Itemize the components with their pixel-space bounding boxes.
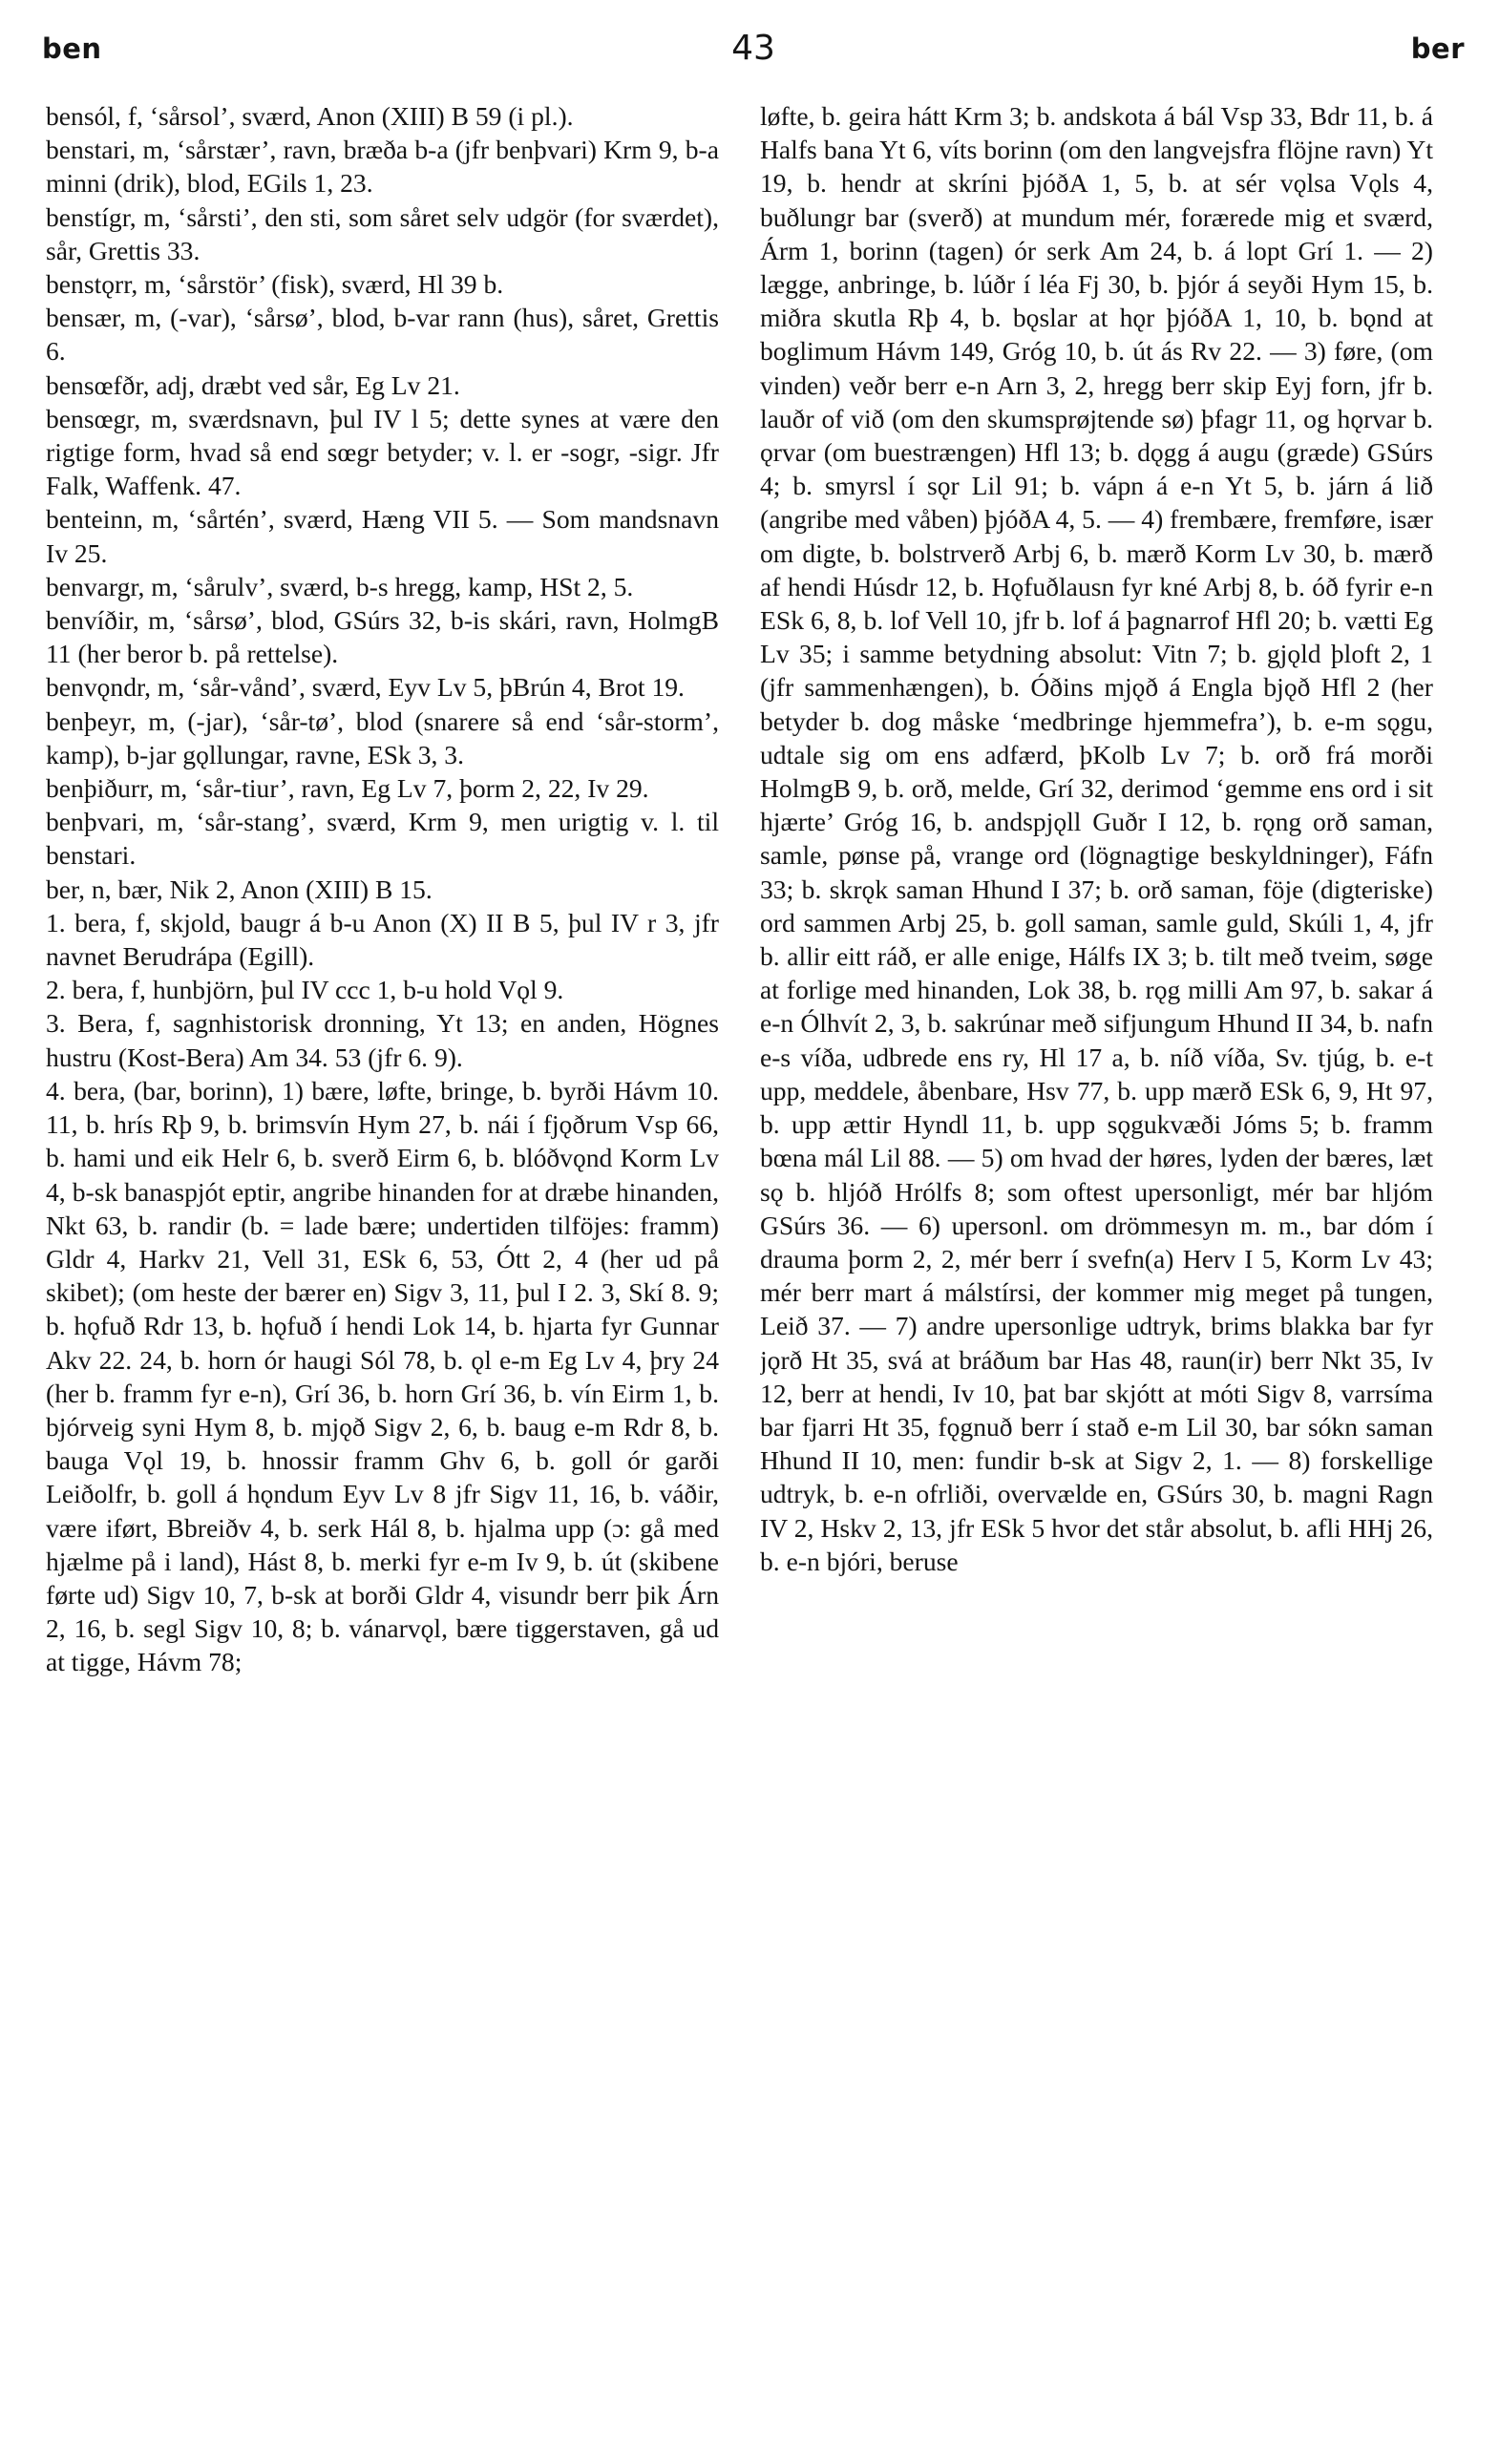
dictionary-entry: benvargr, m, ‘sårulv’, sværd, b-s hregg, kamp, HSt 2, 5. — [46, 571, 634, 601]
dictionary-entry: benþiðurr, m, ‘sår-tiur’, ravn, Eg Lv 7, þorm 2, 22, Iv 29. — [46, 773, 649, 804]
dictionary-entry: benstígr, m, ‘sårsti’, den sti, som såret selv udgör (for sværdet), sår, Grettis 33. — [46, 201, 719, 265]
left-column — [46, 99, 719, 2438]
dictionary-entry: 1. bera, f, skjold, baugr á b-u Anon (X) II B 5, þul IV r 3, jfr navnet Berudrápa (Egill). — [46, 907, 719, 972]
dictionary-entry: bensœfðr, adj, dræbt ved sår, Eg Lv 21. — [46, 369, 460, 400]
running-head — [42, 29, 1465, 86]
dictionary-entry: benþeyr, m, (-jar), ‘sår-tø’, blod (snarere så end ‘sår-storm’, kamp), b-jar gǫllungar, ravne, ESk 3, 3. — [46, 706, 719, 769]
dictionary-entry: benvǫndr, m, ‘sår-vånd’, sværd, Eyv Lv 5, þBrún 4, Brot 19. — [46, 672, 685, 703]
dictionary-entry: 2. bera, f, hunbjörn, þul IV ccc 1, b-u hold Vǫl 9. — [46, 975, 564, 1005]
dictionary-entry: 4. bera, (bar, borinn), 1) bære, løfte, bringe, b. byrði Hávm 10. 11, b. hrís Rþ 9, b. brimsvín Hym 27, b. nái í fjǫðrum Vsp 66, b. hami und eik Helr 6, b. sverð Eirm 6, b. blóðvǫnd Korm Lv 4, b-sk banaspjót eptir, angribe hinanden for at dræbe hinanden, Nkt 63, b. randir (b. = lade bære; undertiden tilföjes: framm) Gldr 4, Harkv 21, Vell 31, ESk 6, 53, Ótt 2, 4 (her ud på skibet); (om heste der bærer en) Sigv 3, 11, þul I 2. 3, Skí 8. 9; b. hǫfuð Rdr 13, b. hǫfuð í hendi Lok 14, b. hjarta fyr Gunnar Akv 22. 24, b. horn ór haugi Sól 78, b. ǫl e-m Eg Lv 4, þry 24 (her b. framm fyr e-n), Grí 36, b. horn Grí 36, b. vín Eirm 1, b. bjórveig syni Hym 8, b. mjǫð Sigv 2, 6, b. baug e-m Rdr 8, b. bauga Vǫl 19, b. hnossir framm Ghv 6, b. goll ór garði Leiðolfr, b. goll á hǫndum Eyv Lv 8 jfr Sigv 11, 16, b. váðir, være iført, Bbreiðv 4, b. serk Hál 8, b. hjalma upp (ɔ: gå med hjælme på i land), Hást 8, b. merki fyr e-m Iv 9, b. út (skibene førte ud) Sigv 10, 7, b-sk at borði Gldr 4, visundr berr þik Árn 2, 16, b. segl Sigv 10, 8; b. vánarvǫl, bære tiggerstaven, gå ud at tigge, Hávm 78; — [46, 1075, 719, 1677]
dictionary-entry: benstari, m, ‘sårstær’, ravn, bræða b-a (jfr benþvari) Krm 9, b-a minni (drik), blod, EGils 1, 23. — [46, 135, 719, 199]
dictionary-entry: ber, n, bær, Nik 2, Anon (XIII) B 15. — [46, 874, 433, 904]
dictionary-entry: bensœgr, m, sværdsnavn, þul IV l 5; dette synes at være den rigtige form, hvad så end sœgr betyder; v. l. er -sogr, -sigr. Jfr Falk, Waffenk. 47. — [46, 403, 719, 501]
dictionary-entry: benvíðir, m, ‘sårsø’, blod, GSúrs 32, b-is skári, ravn, HolmgB 11 (her beror b. på rettelse). — [46, 605, 719, 669]
dictionary-entry: bensær, m, (-var), ‘sårsø’, blod, b-var rann (hus), såret, Grettis 6. — [46, 303, 719, 367]
right-column — [760, 99, 1433, 2438]
dictionary-entry: 3. Bera, f, sagnhistorisk dronning, Yt 13; en anden, Högnes hustru (Kost-Bera) Am 34. 53 (jfr 6. 9). — [46, 1008, 719, 1072]
right-guideword: ber — [1410, 32, 1465, 65]
dictionary-entry: benþvari, m, ‘sår-stang’, sværd, Krm 9, men urigtig v. l. til benstari. — [46, 807, 719, 871]
left-guideword: ben — [42, 32, 102, 65]
dictionary-entry: bensól, f, ‘sårsol’, sværd, Anon (XIII) B 59 (i pl.). — [46, 101, 574, 131]
dictionary-entry: benstǫrr, m, ‘sårstör’ (fisk), sværd, Hl 39 b. — [46, 269, 504, 300]
dictionary-entry-continuation: løfte, b. geira hátt Krm 3; b. andskota á bál Vsp 33, Bdr 11, b. á Halfs bana Yt 6, víts borinn (om den langvejsfra flöjne ravn) Yt 19, b. hendr at skríni þjóðA 1, 5, b. at sér vǫlsa Vǫls 4, buðlungr bar (sverð) at mundum mér, forærede mig et sværd, Árm 1, borinn (tagen) ór serk Am 24, b. á lopt Grí 1. — 2) lægge, anbringe, b. lúðr í léa Fj 30, b. þjór á seyði Hym 15, b. miðra skutla Rþ 4, b. bǫslar at hǫr þjóðA 1, 10, b. bǫnd at boglimum Hávm 149, Gróg 10, b. út ás Rv 22. — 3) føre, (om vinden) veðr berr e-n Arn 3, 2, hregg berr skip Eyj forn, jfr b. lauðr of við (om den skumsprøjtende sø) þfagr 11, og hǫrvar b. ǫrvar (om buestrængen) Hfl 13; b. dǫgg á augu (græde) GSúrs 4; b. smyrsl í sǫr Lil 91; b. vápn á e-n Yt 5, b. járn á lið (angribe med våben) þjóðA 4, 5. — 4) frembære, fremføre, især om digte, b. bolstrverð Arbj 6, b. mærð Korm Lv 30, b. mærð af hendi Húsdr 12, b. Hǫfuðlausn fyr kné Arbj 8, b. óð fyrir e-n ESk 6, 8, b. lof Vell 10, jfr b. lof á þagnarrof Hfl 20; b. vætti Eg Lv 35; i samme betydning absolut: Vitn 7; b. gjǫld þloft 2, 1 (jfr sammenhængen), b. Óðins mjǫð á Engla bjǫð Hfl 2 (her betyder b. dog måske ‘medbringe hjemmefra’), b. e-m sǫgu, udtale sig om ens adfærd, þKolb Lv 7; b. orð frá morði HolmgB 9, b. orð, melde, Grí 32, derimod ‘gemme ens ord i sit hjærte’ Gróg 16, b. andspjǫll Guðr I 12, b. rǫng orð saman, samle, pønse på, vrange ord (lögnagtige beskyldninger), Fáfn 33; b. skrǫk saman Hhund I 37; b. orð saman, föje (digteriske) ord sammen Arbj 25, b. goll saman, samle guld, Skúli 1, 4, jfr b. allir eitt ráð, er alle enige, Hálfs IX 3; b. tilt með tveim, søge at forlige med hinanden, Lok 38, b. rǫg milli Am 97, b. sakar á e-n Ólhvít 2, 3, b. sakrúnar með sifjungum Hhund II 34, b. nafn e-s víða, udbrede ens ry, Hl 17 a, b. níð víða, Sv. tjúg, b. e-t upp, meddele, åbenbare, Hsv 77, b. upp mærð ESk 6, 9, Ht 97, b. upp ættir Hyndl 11, b. upp sǫgukvæði Jóms 5; b. framm bœna mál Lil 88. — 5) om hvad der høres, lyden der bæres, læt sǫ b. hljóð Hrólfs 8; som oftest upersonligt, mér bar hljóm GSúrs 36. — 6) upersonl. om drömmesyn m. m., bar dóm í drauma þorm 2, 2, mér berr í svefn(a) Herv I 5, Korm Lv 43; mér berr mart á málstírsi, der kommer mig meget på tungen, Leið 37. — 7) andre upersonlige udtryk, brims blakka bar fyr jǫrð Ht 35, svá at bráðum bar Has 48, raun(ir) berr Nkt 35, Iv 12, berr at hendi, Iv 10, þat bar skjótt at móti Sigv 8, varrsíma bar fjarri Ht 35, fǫgnuð berr í stað e-m Lil 30, bar sókn saman Hhund II 10, men: fundir b-sk at Sigv 2, 1. — 8) forskellige udtryk, b. e-n ofrliði, overvælde en, GSúrs 30, b. magni Ragn IV 2, Hskv 2, 13, jfr ESk 5 hvor det står absolut, b. afli HHj 26, b. e-n bjóri, beruse — [760, 101, 1433, 1576]
page-number: 43 — [731, 29, 775, 68]
dictionary-entry: benteinn, m, ‘sårtén’, sværd, Hæng VII 5. — Som mandsnavn Iv 25. — [46, 504, 719, 568]
